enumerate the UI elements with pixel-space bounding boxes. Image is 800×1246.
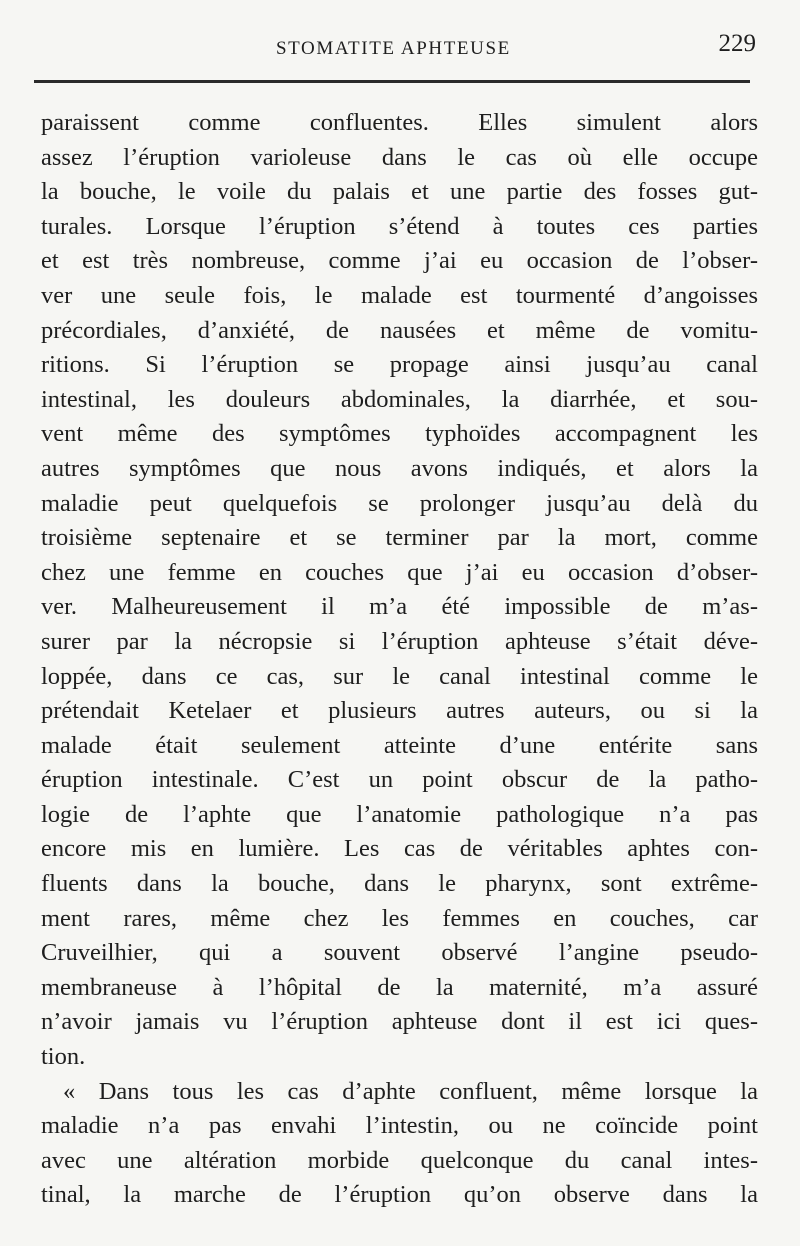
text-line: ver une seule fois, le malade est tourmenté d’angoisses — [41, 281, 758, 309]
text-line: logie de l’aphte que l’anatomie pathologique n’a pas — [41, 800, 758, 828]
text-line: prétendait Ketelaer et plusieurs autres auteurs, ou si la — [41, 697, 758, 725]
body-text — [41, 106, 758, 1213]
text-line: éruption intestinale. C’est un point obscur de la patho- — [41, 766, 758, 794]
text-line: ment rares, même chez les femmes en couches, car — [41, 904, 758, 932]
text-line: fluents dans la bouche, dans le pharynx, sont extrême- — [41, 870, 758, 898]
text-line: maladie peut quelquefois se prolonger jusqu’au delà du — [41, 489, 758, 517]
text-line: maladie n’a pas envahi l’intestin, ou ne coïncide point — [41, 1112, 758, 1140]
paragraph-2 — [41, 1075, 758, 1213]
text-line: chez une femme en couches que j’ai eu occasion d’obser- — [41, 558, 758, 586]
text-line: autres symptômes que nous avons indiqués, et alors la — [41, 454, 758, 482]
text-line: ritions. Si l’éruption se propage ainsi jusqu’au canal — [41, 351, 758, 379]
text-line: malade était seulement atteinte d’une entérite sans — [41, 731, 758, 759]
text-line: avec une altération morbide quelconque du canal intes- — [41, 1146, 758, 1174]
paragraph-1 — [41, 106, 758, 1075]
text-line: troisième septenaire et se terminer par la mort, comme — [41, 524, 758, 552]
text-line: tinal, la marche de l’éruption qu’on observe dans la — [41, 1181, 758, 1209]
text-line: précordiales, d’anxiété, de nausées et même de vomitu- — [41, 316, 758, 344]
text-line: la bouche, le voile du palais et une partie des fosses gut- — [41, 178, 758, 206]
text-line: membraneuse à l’hôpital de la maternité, m’a assuré — [41, 973, 758, 1001]
running-head: STOMATITE APHTEUSE — [276, 38, 511, 59]
text-line: ver. Malheureusement il m’a été impossible de m’as- — [41, 593, 758, 621]
text-line: et est très nombreuse, comme j’ai eu occasion de l’obser- — [41, 247, 758, 275]
text-line: tion. — [41, 1043, 86, 1071]
page-number: 229 — [718, 30, 756, 57]
text-line: vent même des symptômes typhoïdes accompagnent les — [41, 420, 758, 448]
text-line: surer par la nécropsie si l’éruption aphteuse s’était déve- — [41, 627, 758, 655]
text-line: encore mis en lumière. Les cas de véritables aphtes con- — [41, 835, 758, 863]
text-line: « Dans tous les cas d’aphte confluent, même lorsque la — [63, 1077, 758, 1105]
text-line: Cruveilhier, qui a souvent observé l’angine pseudo- — [41, 939, 758, 967]
text-line: loppée, dans ce cas, sur le canal intestinal comme le — [41, 662, 758, 690]
text-line: turales. Lorsque l’éruption s’étend à toutes ces parties — [41, 212, 758, 240]
header-rule — [34, 80, 750, 83]
text-line: intestinal, les douleurs abdominales, la diarrhée, et sou- — [41, 385, 758, 413]
text-line: n’avoir jamais vu l’éruption aphteuse dont il est ici ques- — [41, 1008, 758, 1036]
text-line: assez l’éruption varioleuse dans le cas où elle occupe — [41, 143, 758, 171]
page-header — [44, 30, 756, 66]
text-line: paraissent comme confluentes. Elles simulent alors — [41, 109, 758, 136]
